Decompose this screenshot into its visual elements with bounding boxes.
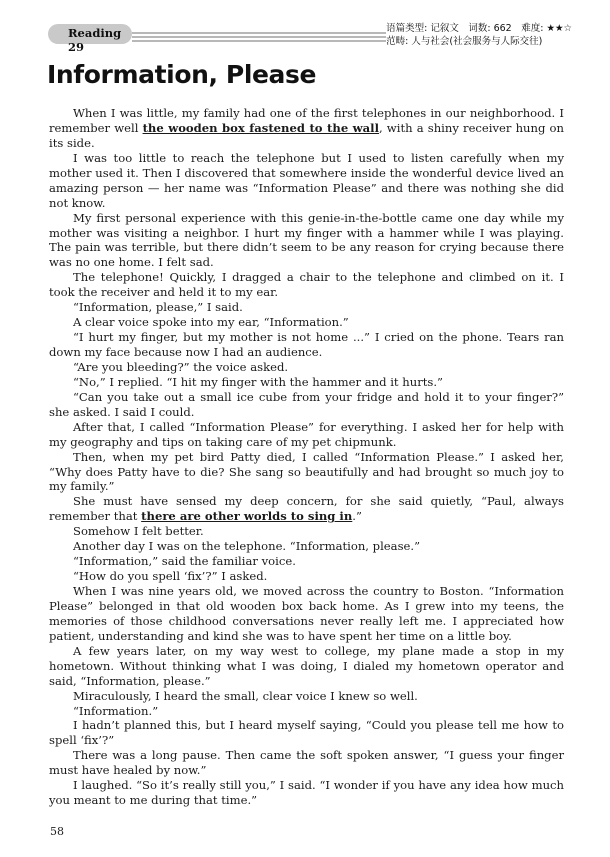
header-rule (132, 40, 386, 42)
paragraph: “Can you take out a small ice cube from your fridge and hold it to your finger?” she asked. I said I could. (49, 389, 564, 419)
paragraph: I was too little to reach the telephone but I used to listen carefully when my mother used it. Then I discovered that somewhere inside the wonderful device lived an amazing person — her name was “Information Please” and there was nothing she did not know. (49, 150, 564, 210)
article-title: Information, Please (47, 60, 317, 89)
underlined-phrase: the wooden box fastened to the wall (142, 120, 379, 135)
paragraph: “Are you bleeding?” the voice asked. (73, 359, 289, 374)
paragraph: “Information,” said the familiar voice. (73, 554, 296, 569)
paragraph: When I was nine years old, we moved across the country to Boston. “Information Please” belonged in that old wooden box back home. As I grew into my teens, the memories of those childhood conversations never really left me. I appreciated how patient, understanding and kind she was to have spent her time on a little boy. (49, 584, 564, 643)
paragraph: Somehow I felt better. (73, 524, 204, 539)
header-rule (132, 36, 386, 38)
metadata-line-1 (386, 22, 572, 35)
paragraph: Then, when my pet bird Patty died, I called “Information Please.” I asked her, “Why does Patty have to die? She sang so beautifully and had brought so much joy to my family.” (49, 449, 564, 494)
article-body (49, 106, 564, 808)
paragraph (49, 106, 564, 151)
paragraph: A few years later, on my way west to college, my plane made a stop in my hometown. Without thinking what I was doing, I dialed my hometown operator and said, “Information, please.” (49, 643, 564, 688)
paragraph-text: .” (352, 509, 362, 524)
paragraph: “How do you spell ‘fix’?” I asked. (73, 569, 268, 584)
paragraph-text: When I was little, my family had one of the first telephones in our neighborhood. I remember well (49, 106, 564, 135)
page-header (48, 22, 572, 54)
underlined-phrase: there are other worlds to sing in (141, 509, 353, 524)
difficulty-stars: ★★☆ (546, 23, 572, 34)
metadata-type-words-difficulty: 语篇类型: 记叙文 词数: 662 难度: (386, 23, 547, 34)
metadata-category: 范畴: 人与社会(社会服务与人际交往) (386, 36, 543, 47)
paragraph: “Information, please,” I said. (73, 300, 243, 315)
paragraph: “No,” I replied. “I hit my finger with the hammer and it hurts.” (73, 374, 443, 389)
paragraph: After that, I called “Information Please” for everything. I asked her for help with my geography and tips on taking care of my pet chipmunk. (49, 419, 564, 449)
page-number: 58 (50, 825, 64, 838)
paragraph: I laughed. “So it’s really still you,” I said. “I wonder if you have any idea how much you meant to me during that time.” (49, 778, 564, 808)
paragraph-text: , with a shiny receiver hung on its side. (49, 120, 564, 150)
paragraph: The telephone! Quickly, I dragged a chair to the telephone and climbed on it. I took the receiver and held it to my ear. (49, 270, 564, 300)
paragraph: “Information.” (73, 703, 159, 718)
paragraph: “I hurt my finger, but my mother is not home ...” I cried on the phone. Tears ran down my face because now I had an audience. (49, 330, 564, 359)
paragraph: A clear voice spoke into my ear, “Information.” (73, 315, 349, 330)
article-metadata (386, 22, 572, 48)
paragraph: My first personal experience with this genie-in-the-bottle came one day while my mother was visiting a neighbor. I hurt my finger with a hammer while I was playing. The pain was terrible, but there didn’t seem to be any reason for crying because there was no one home. I felt sad. (49, 210, 564, 270)
paragraph-text: She must have sensed my deep concern, for she said quietly, “Paul, always remember that (49, 494, 564, 524)
paragraph: Another day I was on the telephone. “Information, please.” (73, 539, 421, 554)
paragraph: I hadn’t planned this, but I heard myself saying, “Could you please tell me how to spell ‘fix’?” (49, 718, 564, 748)
reading-label: Reading 29 (68, 26, 122, 54)
reading-label-tab (48, 24, 132, 54)
paragraph (49, 494, 564, 524)
paragraph: There was a long pause. Then came the soft spoken answer, “I guess your finger must have healed by now.” (49, 748, 564, 778)
header-rule (132, 32, 386, 34)
paragraph: Miraculously, I heard the small, clear voice I knew so well. (73, 688, 418, 703)
